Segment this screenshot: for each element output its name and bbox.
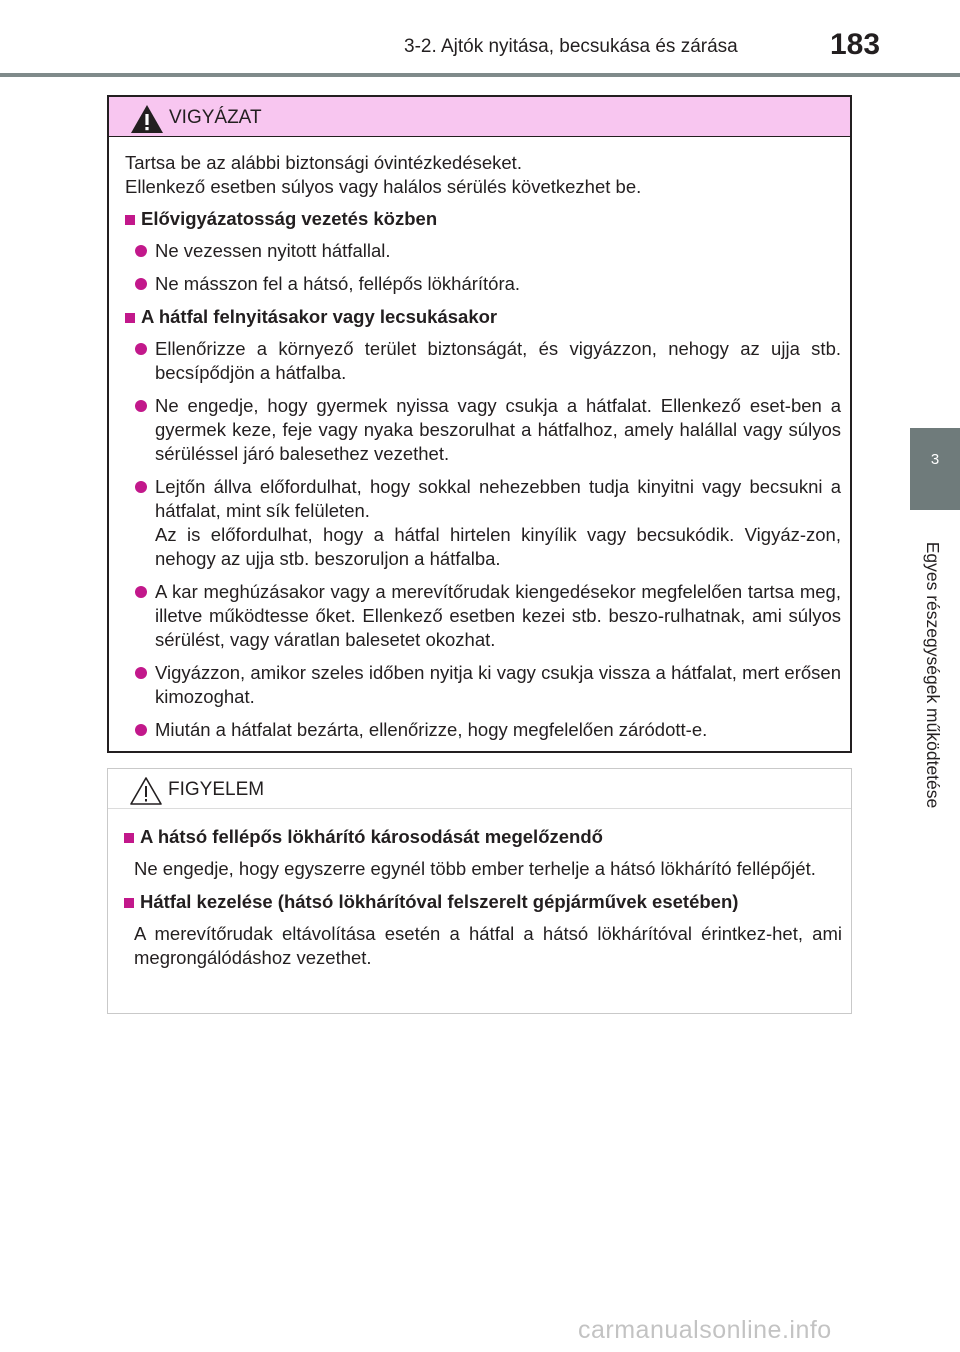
chapter-side-label: Egyes részegységek működtetése [923, 541, 943, 809]
list-item-text: Ne vezessen nyitott hátfallal. [155, 240, 391, 261]
list-item-text: A kar meghúzásakor vagy a merevítőrudak kiengedésekor megfelelően tartsa meg, illetve működtesse őket. Ellenkező esetben kezei stb. beszo-rulhatnak, ami súlyos sérülést, vagy váratlan balesetet okozhat. [155, 581, 841, 650]
notice-box [107, 768, 852, 1014]
list-item [125, 718, 841, 742]
bullet-dot-icon [135, 245, 147, 257]
list-item [125, 475, 841, 571]
section-title: 3-2. Ajtók nyitása, becsukása és zárása [404, 36, 738, 57]
list-item [125, 661, 841, 709]
warning-triangle-icon [129, 103, 165, 135]
list-item [125, 239, 841, 263]
header-rule [0, 73, 960, 77]
warning-title: VIGYÁZAT [169, 107, 262, 128]
warning-box-body [109, 137, 850, 742]
square-bullet-icon [124, 833, 134, 843]
bullet-dot-icon [135, 400, 147, 412]
list-item-text: Ne engedje, hogy gyermek nyissa vagy csukja a hátfalat. Ellenkező eset-ben a gyermek keze, feje vagy nyaka beszorulhat a hátfalhoz, amely halállal vagy súlyos sérüléssel járó balesethez vezethet. [155, 395, 841, 464]
section-heading [124, 890, 842, 914]
notice-title: FIGYELEM [168, 779, 265, 800]
square-bullet-icon [125, 313, 135, 323]
section-heading-text: Hátfal kezelése (hátsó lökhárítóval felszerelt gépjárművek esetében) [140, 891, 739, 912]
section-heading-text: A hátsó fellépős lökhárító károsodását megelőzendő [140, 826, 603, 847]
list-item-text-main: Lejtőn állva előfordulhat, hogy sokkal nehezebben tudja kinyitni vagy becsukni a hátfalat, mint sík felületen. [155, 476, 841, 521]
watermark: carmanualsonline.info [578, 1316, 832, 1344]
list-item-text: Vigyázzon, amikor szeles időben nyitja ki vagy csukja vissza a hátfalat, mert erősen kimozoghat. [155, 662, 841, 707]
intro-line: Tartsa be az alábbi biztonsági óvintézkedéseket. [125, 152, 522, 173]
notice-box-header [108, 769, 851, 809]
list-item [125, 580, 841, 652]
section-heading-text: A hátfal felnyitásakor vagy lecsukásakor [141, 306, 498, 327]
bullet-dot-icon [135, 724, 147, 736]
bullet-dot-icon [135, 278, 147, 290]
section-heading [124, 825, 842, 849]
list-item-text-continuation: Az is előfordulhat, hogy a hátfal hirtelen kinyílik vagy becsukódik. Vigyáz-zon, nehogy az ujja stb. beszoruljon a hátfalba. [155, 524, 841, 569]
list-item-text: Ne másszon fel a hátsó, fellépős lökhárítóra. [155, 273, 521, 294]
page-number: 183 [830, 28, 881, 61]
section-heading [125, 305, 841, 329]
bullet-dot-icon [135, 481, 147, 493]
bullet-dot-icon [135, 667, 147, 679]
paragraph: Ne engedje, hogy egyszerre egynél több ember terhelje a hátsó lökhárító fellépőjét. [134, 858, 816, 879]
chapter-tab: 3 [910, 428, 960, 510]
list-item [125, 394, 841, 466]
square-bullet-icon [125, 215, 135, 225]
square-bullet-icon [124, 898, 134, 908]
list-item-text: Miután a hátfalat bezárta, ellenőrizze, hogy megfelelően záródott-e. [155, 719, 708, 740]
paragraph: A merevítőrudak eltávolítása esetén a hátfal a hátsó lökhárítóval érintkez-het, ami megrongálódáshoz vezethet. [134, 923, 842, 968]
bullet-dot-icon [135, 586, 147, 598]
notice-box-body [108, 809, 851, 970]
warning-box-header [109, 97, 850, 137]
warning-box [107, 95, 852, 753]
list-item [125, 337, 841, 385]
list-item-text [155, 475, 841, 571]
section-heading-text: Elővigyázatosság vezetés közben [141, 208, 438, 229]
bullet-dot-icon [135, 343, 147, 355]
intro-line: Ellenkező esetben súlyos vagy halálos sérülés következhet be. [125, 176, 642, 197]
list-item-text: Ellenőrizze a környező terület biztonságát, és vigyázzon, nehogy az ujja stb. becsípődjön a hátfalba. [155, 338, 841, 383]
notice-triangle-icon [128, 775, 164, 807]
list-item [125, 272, 841, 296]
section-heading [125, 207, 841, 231]
